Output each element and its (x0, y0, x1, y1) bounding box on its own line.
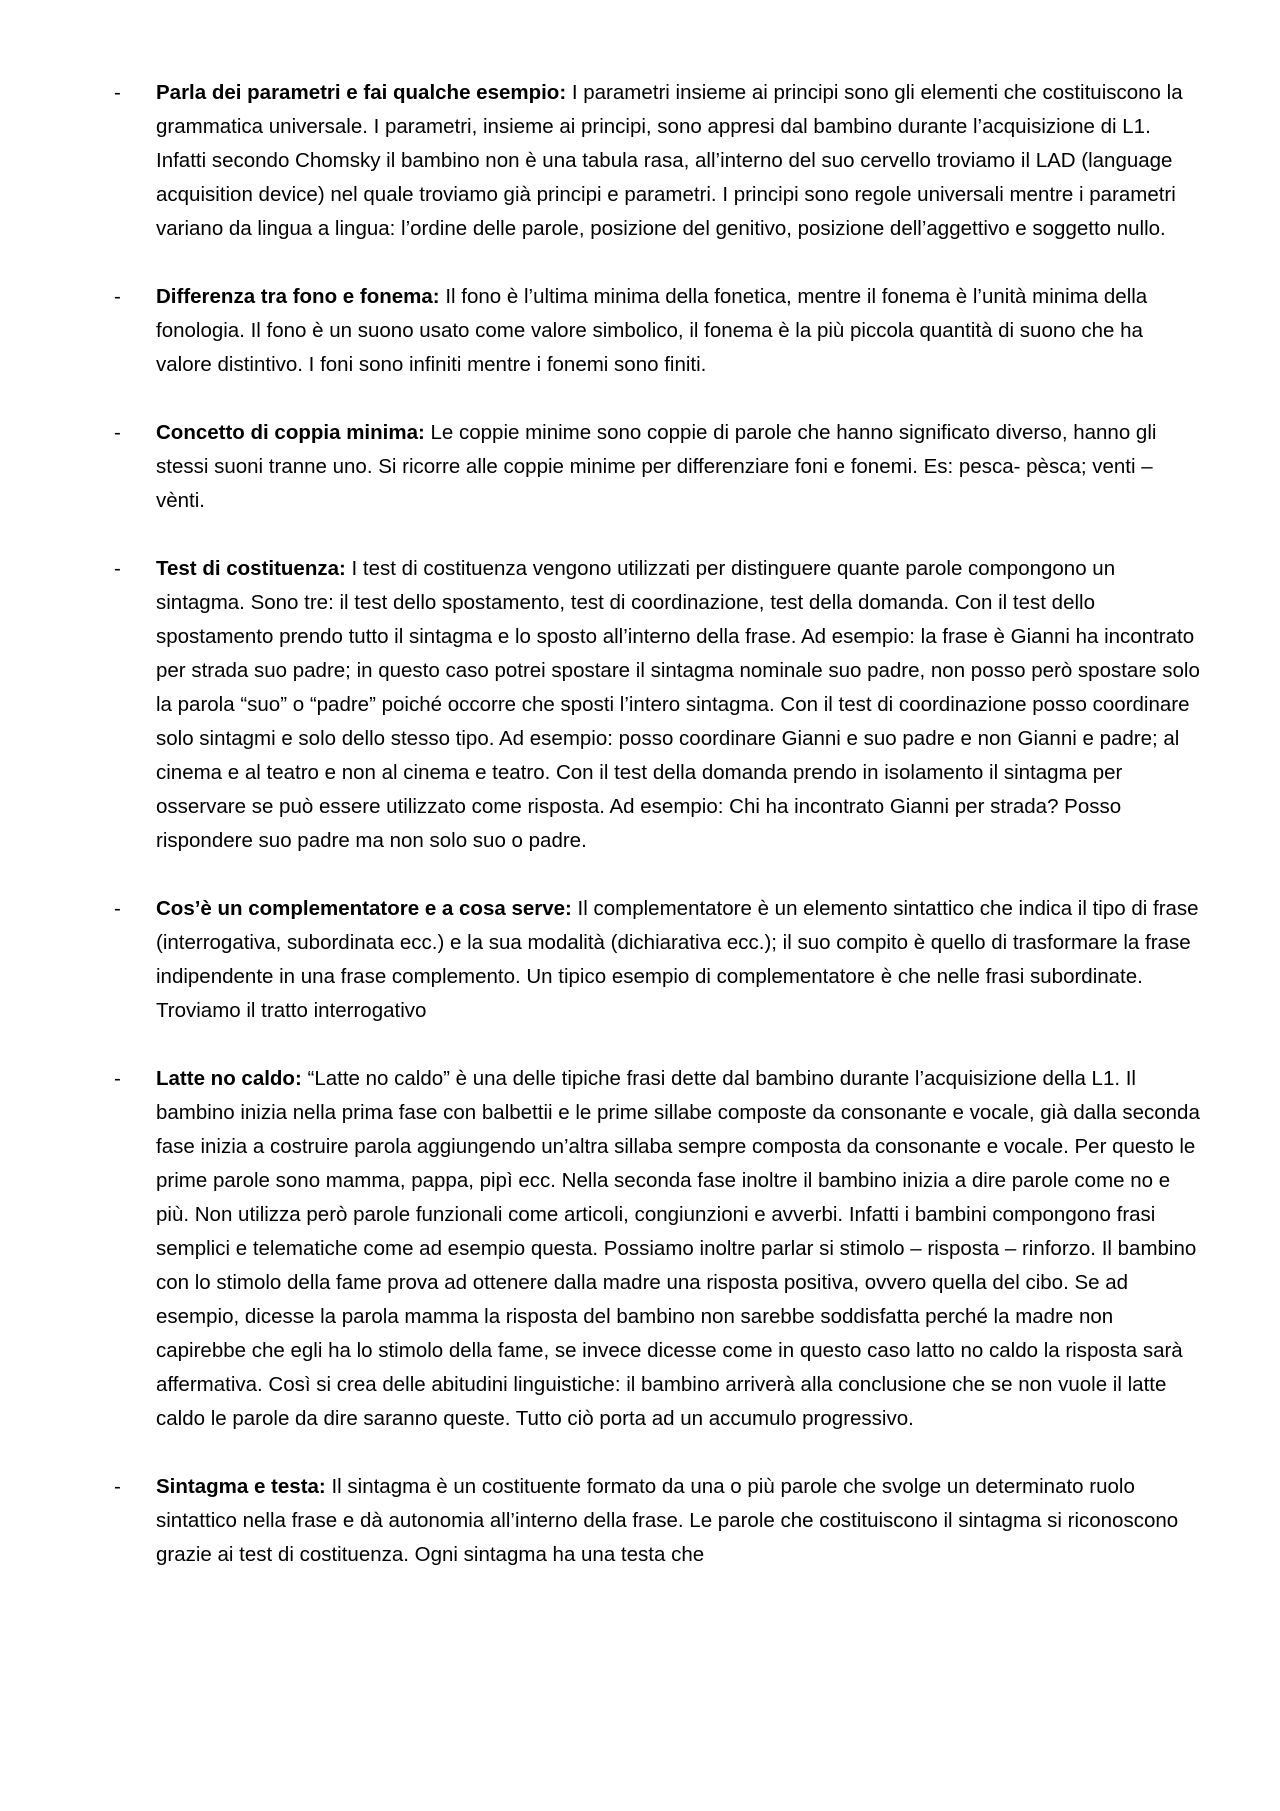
item-term: Latte no caldo: (156, 1067, 302, 1090)
item-term: Cos’è un complementatore e a cosa serve: (156, 897, 572, 920)
item-text: Il complementatore è un elemento sintattico che indica il tipo di frase (interrogativa, subordinata ecc.) e la sua modalità (dichiarativa ecc.); il suo compito è quello di trasformare la frase indipendente in una frase complemento. Un tipico esempio di complementatore è che nelle frasi subordinate. Troviamo il tratto interrogativo (156, 897, 1199, 1022)
bullet: - (114, 81, 121, 104)
bullet: - (114, 1067, 121, 1090)
bullet: - (114, 897, 121, 920)
question-list (112, 76, 1204, 1606)
bullet: - (114, 1475, 121, 1498)
bullet: - (114, 421, 121, 444)
list-item-parametri (112, 76, 1204, 246)
bullet: - (114, 285, 121, 308)
item-term: Differenza tra fono e fonema: (156, 285, 440, 308)
item-text: “Latte no caldo” è una delle tipiche frasi dette dal bambino durante l’acquisizione della L1. Il bambino inizia nella prima fase con balbettii e le prime sillabe composte da consonante e vocale, già dalla seconda fase inizia a costruire parola aggiungendo un’altra sillaba sempre composta da consonante e vocale. Per questo le prime parole sono mamma, pappa, pipì ecc. Nella seconda fase inoltre il bambino inizia a dire parole come no e più. Non utilizza però parole funzionali come articoli, congiunzioni e avverbi. Infatti i bambini compongono frasi semplici e telematiche come ad esempio questa. Possiamo inoltre parlar si stimolo – risposta – rinforzo. Il bambino con lo stimolo della fame prova ad ottenere dalla madre una risposta positiva, ovvero quella del cibo. Se ad esempio, dicesse la parola mamma la risposta del bambino non sarebbe soddisfatta perché la madre non capirebbe che egli ha lo stimolo della fame, se invece dicesse come in questo caso latto no caldo la risposta sarà affermativa. Così si crea delle abitudini linguistiche: il bambino arriverà alla conclusione che se non vuole il latte caldo le parole da dire saranno queste. Tutto ciò porta ad un accumulo progressivo. (156, 1067, 1200, 1430)
list-item-test-costituenza (112, 552, 1204, 858)
item-term: Test di costituenza: (156, 557, 346, 580)
list-item-coppia-minima (112, 416, 1204, 518)
item-term: Concetto di coppia minima: (156, 421, 425, 444)
item-text: Le coppie minime sono coppie di parole che hanno significato diverso, hanno gli stessi suoni tranne uno. Si ricorre alle coppie minime per differenziare foni e fonemi. Es: pesca- pèsca; venti – vènti. (156, 421, 1157, 512)
item-text: Il sintagma è un costituente formato da una o più parole che svolge un determinato ruolo sintattico nella frase e dà autonomia all’interno della frase. Le parole che costituiscono il sintagma si riconoscono grazie ai test di costituenza. Ogni sintagma ha una testa che (156, 1475, 1179, 1566)
item-text: I test di costituenza vengono utilizzati per distinguere quante parole compongono un sintagma. Sono tre: il test dello spostamento, test di coordinazione, test della domanda. Con il test dello spostamento prendo tutto il sintagma e lo sposto all’interno della frase. Ad esempio: la frase è Gianni ha incontrato per strada suo padre; in questo caso potrei spostare il sintagma nominale suo padre, non posso però spostare solo la parola “suo” o “padre” poiché occorre che sposti l’intero sintagma. Con il test di coordinazione posso coordinare solo sintagmi e solo dello stesso tipo. Ad esempio: posso coordinare Gianni e suo padre e non Gianni e padre; al cinema e al teatro e non al cinema e teatro. Con il test della domanda prendo in isolamento il sintagma per osservare se può essere utilizzato come risposta. Ad esempio: Chi ha incontrato Gianni per strada? Posso rispondere suo padre ma non solo suo o padre. (156, 557, 1200, 852)
item-text: Il fono è l’ultima minima della fonetica, mentre il fonema è l’unità minima della fonologia. Il fono è un suono usato come valore simbolico, il fonema è la più piccola quantità di suono che ha valore distintivo. I foni sono infiniti mentre i fonemi sono finiti. (156, 285, 1148, 376)
list-item-latte-no-caldo (112, 1062, 1204, 1436)
list-item-sintagma-testa (112, 1470, 1204, 1572)
item-text: I parametri insieme ai principi sono gli elementi che costituiscono la grammatica universale. I parametri, insieme ai principi, sono appresi dal bambino durante l’acquisizione di L1. Infatti secondo Chomsky il bambino non è una tabula rasa, all’interno del suo cervello troviamo il LAD (language acquisition device) nel quale troviamo già principi e parametri. I principi sono regole universali mentre i parametri variano da lingua a lingua: l’ordine delle parole, posizione del genitivo, posizione dell’aggettivo e soggetto nullo. (156, 81, 1183, 240)
item-term: Parla dei parametri e fai qualche esempio: (156, 81, 567, 104)
list-item-fono-fonema (112, 280, 1204, 382)
item-term: Sintagma e testa: (156, 1475, 326, 1498)
bullet: - (114, 557, 121, 580)
list-item-complementatore (112, 892, 1204, 1028)
